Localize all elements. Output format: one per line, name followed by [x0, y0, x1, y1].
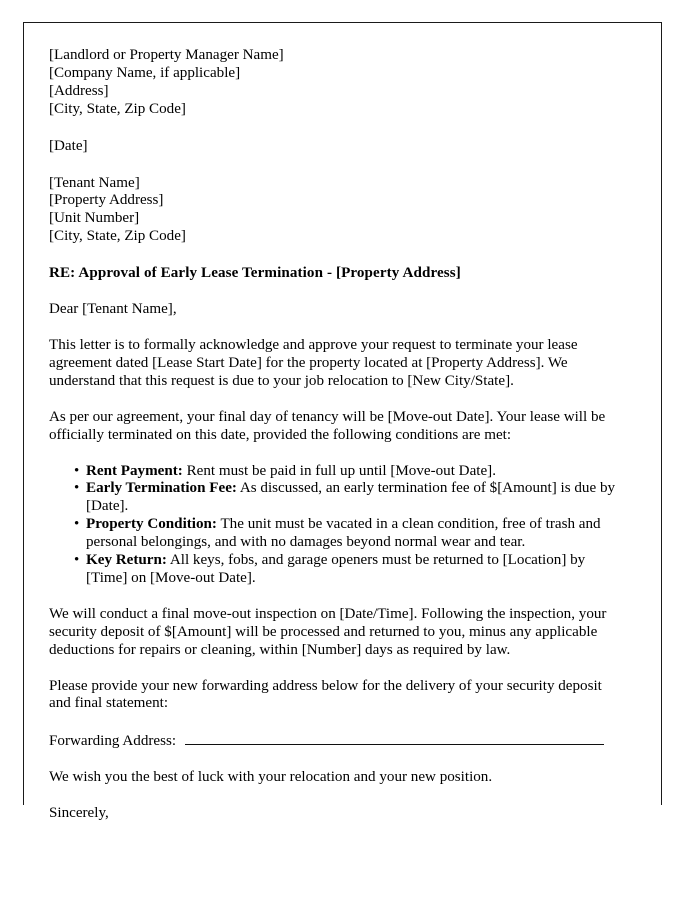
condition-term: Early Termination Fee:	[86, 480, 237, 497]
salutation: Dear [Tenant Name],	[49, 301, 177, 318]
condition-term: Key Return:	[86, 552, 167, 569]
letter-body	[49, 47, 627, 823]
sender-address-block	[49, 47, 627, 119]
forwarding-address-label: Forwarding Address:	[49, 733, 177, 750]
recipient-address-line: [City, State, Zip Code]	[49, 228, 186, 245]
sender-address-line: [Landlord or Property Manager Name]	[49, 47, 284, 63]
condition-detail: The unit must be vacated in a clean condition, free of trash and personal belongings, and with no damages beyond normal wear and tear.	[86, 516, 601, 551]
paragraph-well-wishes: We wish you the best of luck with your relocation and your new position.	[49, 769, 493, 786]
date-line: [Date]	[49, 137, 88, 154]
paragraph-acknowledgement: This letter is to formally acknowledge and approve your request to terminate your lease agreement dated [Lease Start Date] for the property located at [Property Address]. We understand that this request is due to your job relocation to [New City/State].	[49, 336, 578, 389]
list-item	[49, 516, 627, 552]
condition-detail: As discussed, an early termination fee of $[Amount] is due by [Date].	[86, 480, 616, 515]
sender-address-line: [City, State, Zip Code]	[49, 100, 186, 117]
conditions-list	[49, 463, 627, 588]
paragraph-inspection-deposit: We will conduct a final move-out inspection on [Date/Time]. Following the inspection, your security deposit of $[Amount] will be processed and returned to you, minus any applicable deductions for repairs or cleaning, within [Number] days as required by law.	[49, 605, 607, 658]
document-page	[23, 22, 662, 822]
list-item	[49, 480, 627, 516]
paragraph-forwarding-request: Please provide your new forwarding address below for the delivery of your security deposit and final statement:	[49, 677, 602, 712]
recipient-address-line: [Unit Number]	[49, 210, 140, 227]
sender-address-line: [Company Name, if applicable]	[49, 64, 241, 81]
condition-term: Rent Payment:	[86, 462, 183, 479]
paragraph-termination-date: As per our agreement, your final day of tenancy will be [Move-out Date]. Your lease will be officially terminated on this date, provided the following conditions are met:	[49, 408, 606, 443]
list-item	[49, 463, 627, 481]
forwarding-address-input-line[interactable]	[185, 731, 604, 745]
recipient-address-block	[49, 175, 627, 247]
subject-line: RE: Approval of Early Lease Termination - [Property Address]	[49, 265, 461, 282]
recipient-address-line: [Tenant Name]	[49, 174, 140, 191]
condition-detail: Rent must be paid in full up until [Move-out Date].	[182, 462, 496, 479]
sender-address-line: [Address]	[49, 82, 109, 99]
signoff-line: Sincerely,	[49, 805, 109, 822]
condition-detail: All keys, fobs, and garage openers must be returned to [Location] by [Time] on [Move-out Date].	[86, 552, 586, 586]
recipient-address-line: [Property Address]	[49, 192, 164, 209]
condition-term: Property Condition:	[86, 516, 217, 533]
forwarding-address-row	[49, 731, 627, 751]
list-item	[49, 552, 627, 588]
